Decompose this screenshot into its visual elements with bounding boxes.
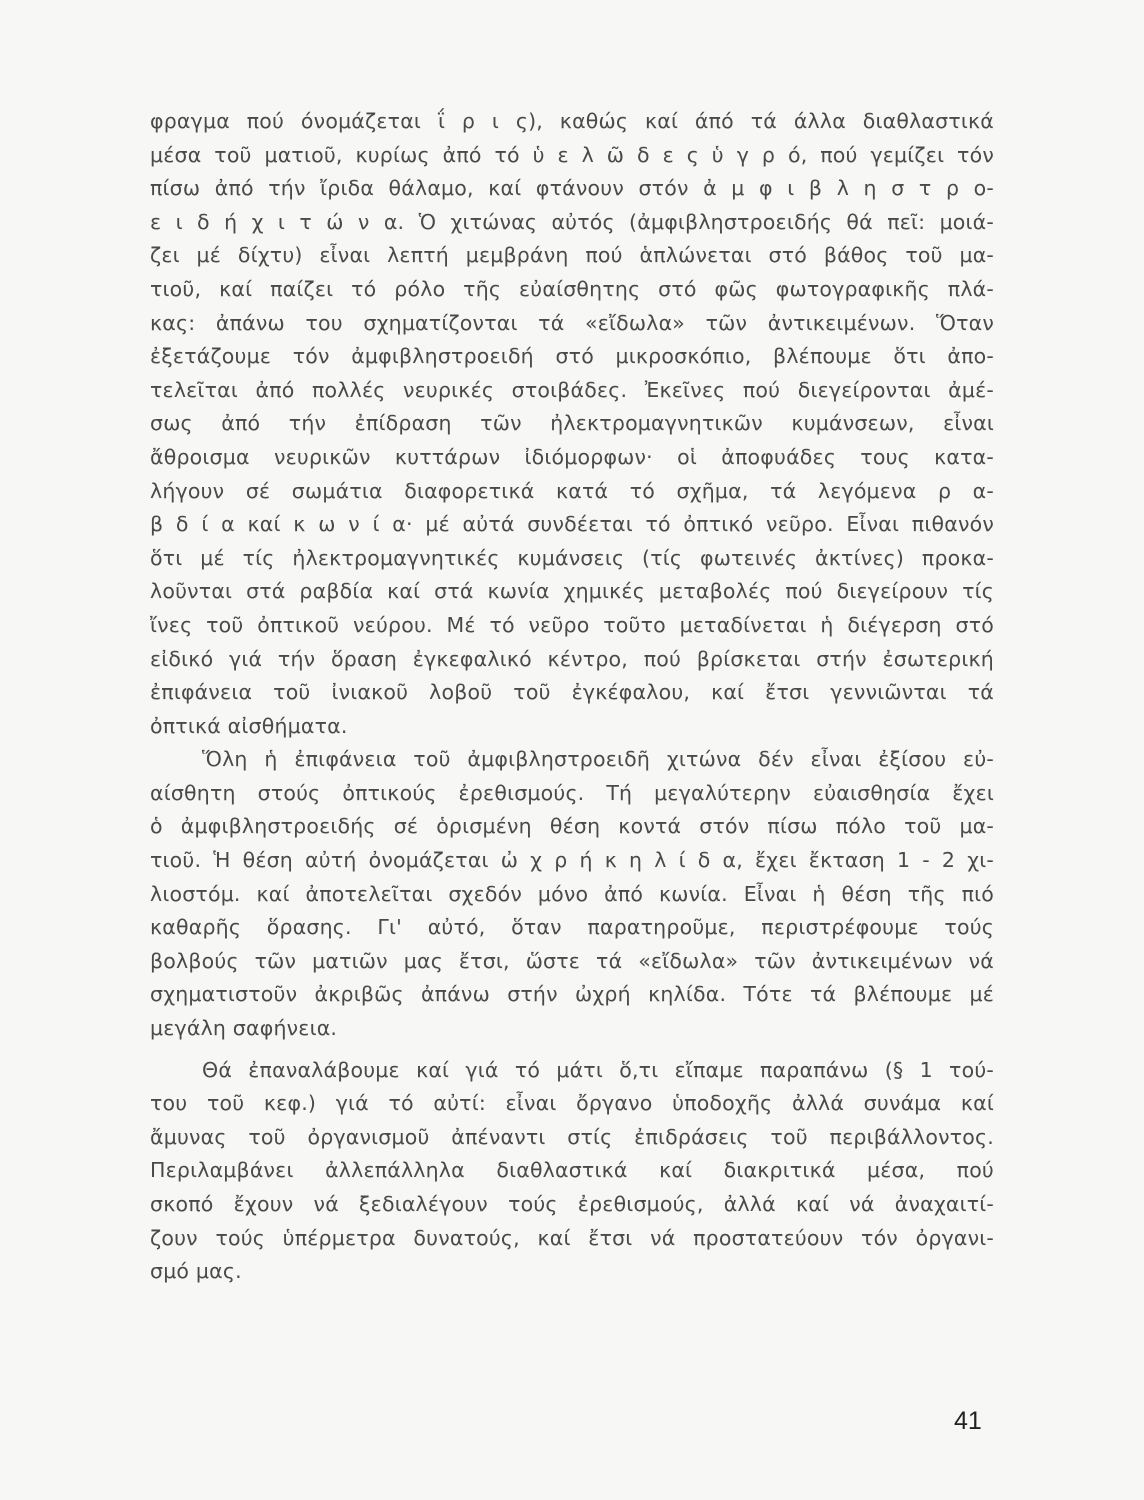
text-line: ἴνες τοῦ ὀπτικοῦ νεύρου. Μέ τό νεῦρο τοῦτο μεταδίνεται ἡ διέγερση στό (150, 612, 994, 637)
text-line: τιοῦ. Ἡ θέση αὐτή ὀνομάζεται ὠ χ ρ ή κ η λ ί δ α, ἔχει ἔκταση 1 - 2 χι- (150, 848, 994, 873)
text-line: λοῦνται στά ραβδία καί στά κωνία χημικές μεταβολές πού διεγείρουν τίς (150, 579, 994, 604)
text-line: ε ι δ ή χ ι τ ώ ν α. Ὁ χιτώνας αὐτός (ἀμφιβληστροειδής θά πεῖ: μοιά- (150, 209, 994, 234)
paragraph-1 (150, 105, 994, 743)
text-line: ὀπτικά αἰσθήματα. (150, 713, 348, 738)
text-line: ζει μέ δίχτυ) εἶναι λεπτή μεμβράνη πού ἁπλώνεται στό βάθος τοῦ μα- (150, 243, 994, 268)
text-line: πίσω ἀπό τήν ἴριδα θάλαμο, καί φτάνουν στόν ἀ μ φ ι β λ η σ τ ρ ο- (150, 176, 994, 201)
text-line: εἰδικό γιά τήν ὅραση ἐγκεφαλικό κέντρο, πού βρίσκεται στήν ἐσωτερική (150, 646, 994, 671)
text-line: ζουν τούς ὑπέρμετρα δυνατούς, καί ἔτσι νά προστατεύουν τόν ὀργανι- (150, 1225, 994, 1250)
text-line: ἐπιφάνεια τοῦ ἰνιακοῦ λοβοῦ τοῦ ἐγκέφαλου, καί ἔτσι γεννιῶνται τά (150, 680, 994, 705)
text-line: μέσα τοῦ ματιοῦ, κυρίως ἀπό τό ὑ ε λ ῶ δ ε ς ὑ γ ρ ό, πού γεμίζει τόν (150, 142, 994, 167)
text-line: λήγουν σέ σωμάτια διαφορετικά κατά τό σχῆμα, τά λεγόμενα ρ α- (150, 478, 994, 503)
text-line: φραγμα πού όνομάζεται ΐ ρ ι ς), καθώς καί άπό τά άλλα διαθλαστικά (150, 109, 994, 133)
text-line: τιοῦ, καί παίζει τό ρόλο τῆς εὐαίσθητης στό φῶς φωτογραφικῆς πλά- (150, 276, 994, 301)
text-line: σμό μας. (150, 1259, 242, 1284)
text-line: ὅτι μέ τίς ἠλεκτρομαγνητικές κυμάνσεις (τίς φωτεινές ἀκτίνες) προκα- (150, 545, 994, 570)
text-line: κας: ἀπάνω του σχηματίζονται τά «εἴδωλα» τῶν ἀντικειμένων. Ὅταν (150, 310, 994, 335)
text-line: σχηματιστοῦν ἀκριβῶς ἀπάνω στήν ὠχρή κηλίδα. Τότε τά βλέπουμε μέ (150, 982, 994, 1007)
text-line: βολβούς τῶν ματιῶν μας ἔτσι, ὥστε τά «εἴδωλα» τῶν ἀντικειμένων νά (150, 948, 994, 973)
text-line: Θά ἐπαναλάβουμε καί γιά τό μάτι ὅ,τι εἴπαμε παραπάνω (§ 1 τού- (202, 1057, 994, 1082)
text-line: ἄμυνας τοῦ ὀργανισμοῦ ἀπέναντι στίς ἐπιδράσεις τοῦ περιβάλλοντος. (150, 1124, 994, 1149)
text-line: του τοῦ κεφ.) γιά τό αὐτί: εἶναι ὄργανο ὑποδοχῆς ἀλλά συνάμα καί (150, 1091, 994, 1116)
text-line: ἐξετάζουμε τόν ἀμφιβληστροειδή στό μικροσκόπιο, βλέπουμε ὅτι ἀπο- (150, 344, 994, 369)
page-number: 41 (954, 1407, 982, 1435)
paragraph-3 (150, 1054, 994, 1289)
text-line: Περιλαμβάνει ἀλλεπάλληλα διαθλαστικά καί διακριτικά μέσα, πού (150, 1158, 994, 1183)
text-line: καθαρῆς ὅρασης. Γι' αὐτό, ὅταν παρατηροῦμε, περιστρέφουμε τούς (150, 915, 994, 940)
body-text (150, 105, 994, 1289)
text-line: ὁ ἀμφιβληστροειδής σέ ὁρισμένη θέση κοντά στόν πίσω πόλο τοῦ μα- (150, 814, 994, 839)
text-line: ἄθροισμα νευρικῶν κυττάρων ἰδιόμορφων· οἱ ἀποφυάδες τους κατα- (150, 444, 994, 469)
paragraph-2 (150, 743, 994, 1045)
paragraph-spacer (150, 1046, 994, 1054)
text-line: β δ ί α καί κ ω ν ί α· μέ αὐτά συνδέεται τό ὀπτικό νεῦρο. Εἶναι πιθανόν (150, 512, 994, 537)
text-line: σκοπό ἔχουν νά ξεδιαλέγουν τούς ἐρεθισμούς, ἀλλά καί νά ἀναχαιτί- (150, 1192, 994, 1216)
text-line: αίσθητη στούς ὀπτικούς ἐρεθισμούς. Τή μεγαλύτερην εὐαισθησία ἔχει (150, 780, 994, 805)
text-line: μεγάλη σαφήνεια. (150, 1016, 338, 1041)
text-line: σως ἀπό τήν ἐπίδραση τῶν ἠλεκτρομαγνητικῶν κυμάνσεων, εἶναι (150, 411, 994, 436)
text-line: λιοστόμ. καί ἀποτελεῖται σχεδόν μόνο ἀπό κωνία. Εἶναι ἡ θέση τῆς πιό (150, 881, 994, 906)
text-line: Ὅλη ἡ ἐπιφάνεια τοῦ ἀμφιβληστροειδῆ χιτώνα δέν εἶναι ἐξίσου εὐ- (202, 747, 994, 772)
text-line: τελεῖται ἀπό πολλές νευρικές στοιβάδες. Ἐκεῖνες πού διεγείρονται ἀμέ- (150, 377, 994, 402)
